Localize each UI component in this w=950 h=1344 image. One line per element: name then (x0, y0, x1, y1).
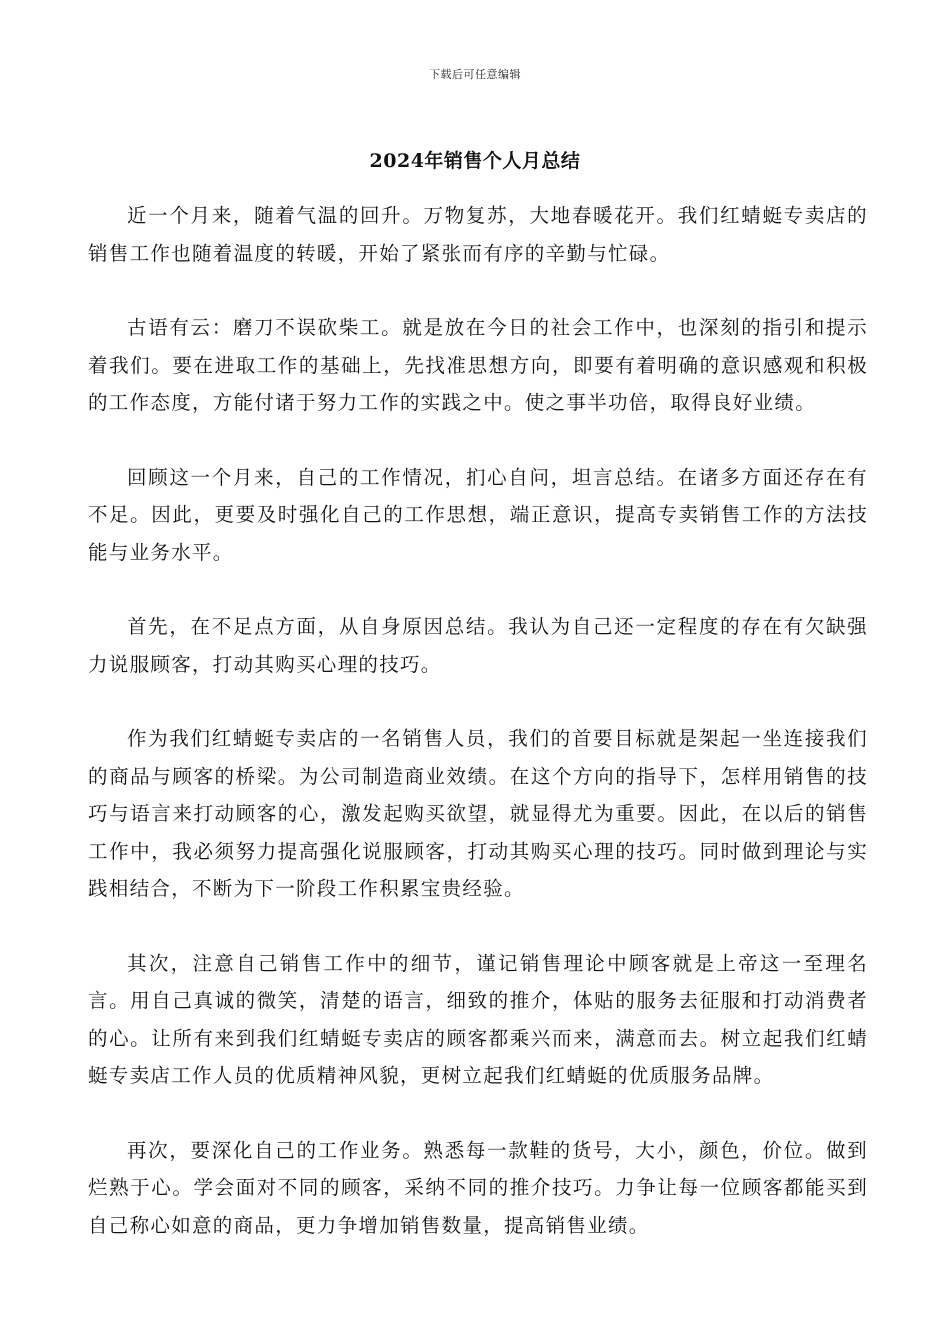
header-note: 下载后可任意编辑 (429, 68, 521, 81)
paragraph-4: 首先，在不足点方面，从自身原因总结。我认为自己还一定程度的存在有欠缺强力说服顾客，打动其购买心理的技巧。 (88, 615, 868, 676)
paragraph-3: 回顾这一个月来，自己的工作情况，扪心自问，坦言总结。在诸多方面还存在有不足。因此，更要及时强化自己的工作思想，端正意识，提高专卖销售工作的方法技能与业务水平。 (88, 465, 868, 564)
document-title: 2024年销售个人月总结 (369, 150, 581, 172)
paragraph-1: 近一个月来，随着气温的回升。万物复苏，大地春暖花开。我们红蜻蜓专卖店的销售工作也随着温度的转暖，开始了紧张而有序的辛勤与忙碌。 (88, 204, 868, 265)
paragraph-6: 其次，注意自己销售工作中的细节，谨记销售理论中顾客就是上帝这一至理名言。用自己真诚的微笑，清楚的语言，细致的推介，体贴的服务去征服和打动消费者的心。让所有来到我们红蜻蜓专卖店的顾客都乘兴而来，满意而去。树立起我们红蜻蜓专卖店工作人员的优质精神风貌，更树立起我们红蜻蜓的优质服务品牌。 (88, 951, 868, 1087)
document-body (88, 197, 868, 1281)
paragraph-2: 古语有云：磨刀不误砍柴工。就是放在今日的社会工作中，也深刻的指引和提示着我们。要在进取工作的基础上，先找准思想方向，即要有着明确的意识感观和积极的工作态度，方能付诸于努力工作的实践之中。使之事半功倍，取得良好业绩。 (88, 316, 868, 414)
paragraph-5: 作为我们红蜻蜓专卖店的一名销售人员，我们的首要目标就是架起一坐连接我们的商品与顾客的桥梁。为公司制造商业效绩。在这个方向的指导下，怎样用销售的技巧与语言来打动顾客的心，激发起购买欲望，就显得尤为重要。因此，在以后的销售工作中，我必须努力提高强化说服顾客，打动其购买心理的技巧。同时做到理论与实践相结合，不断为下一阶段工作积累宝贵经验。 (88, 727, 868, 900)
paragraph-7: 再次，要深化自己的工作业务。熟悉每一款鞋的货号，大小，颜色，价位。做到烂熟于心。学会面对不同的顾客，采纳不同的推介技巧。力争让每一位顾客都能买到自己称心如意的商品，更力争增加销售数量，提高销售业绩。 (88, 1138, 868, 1237)
